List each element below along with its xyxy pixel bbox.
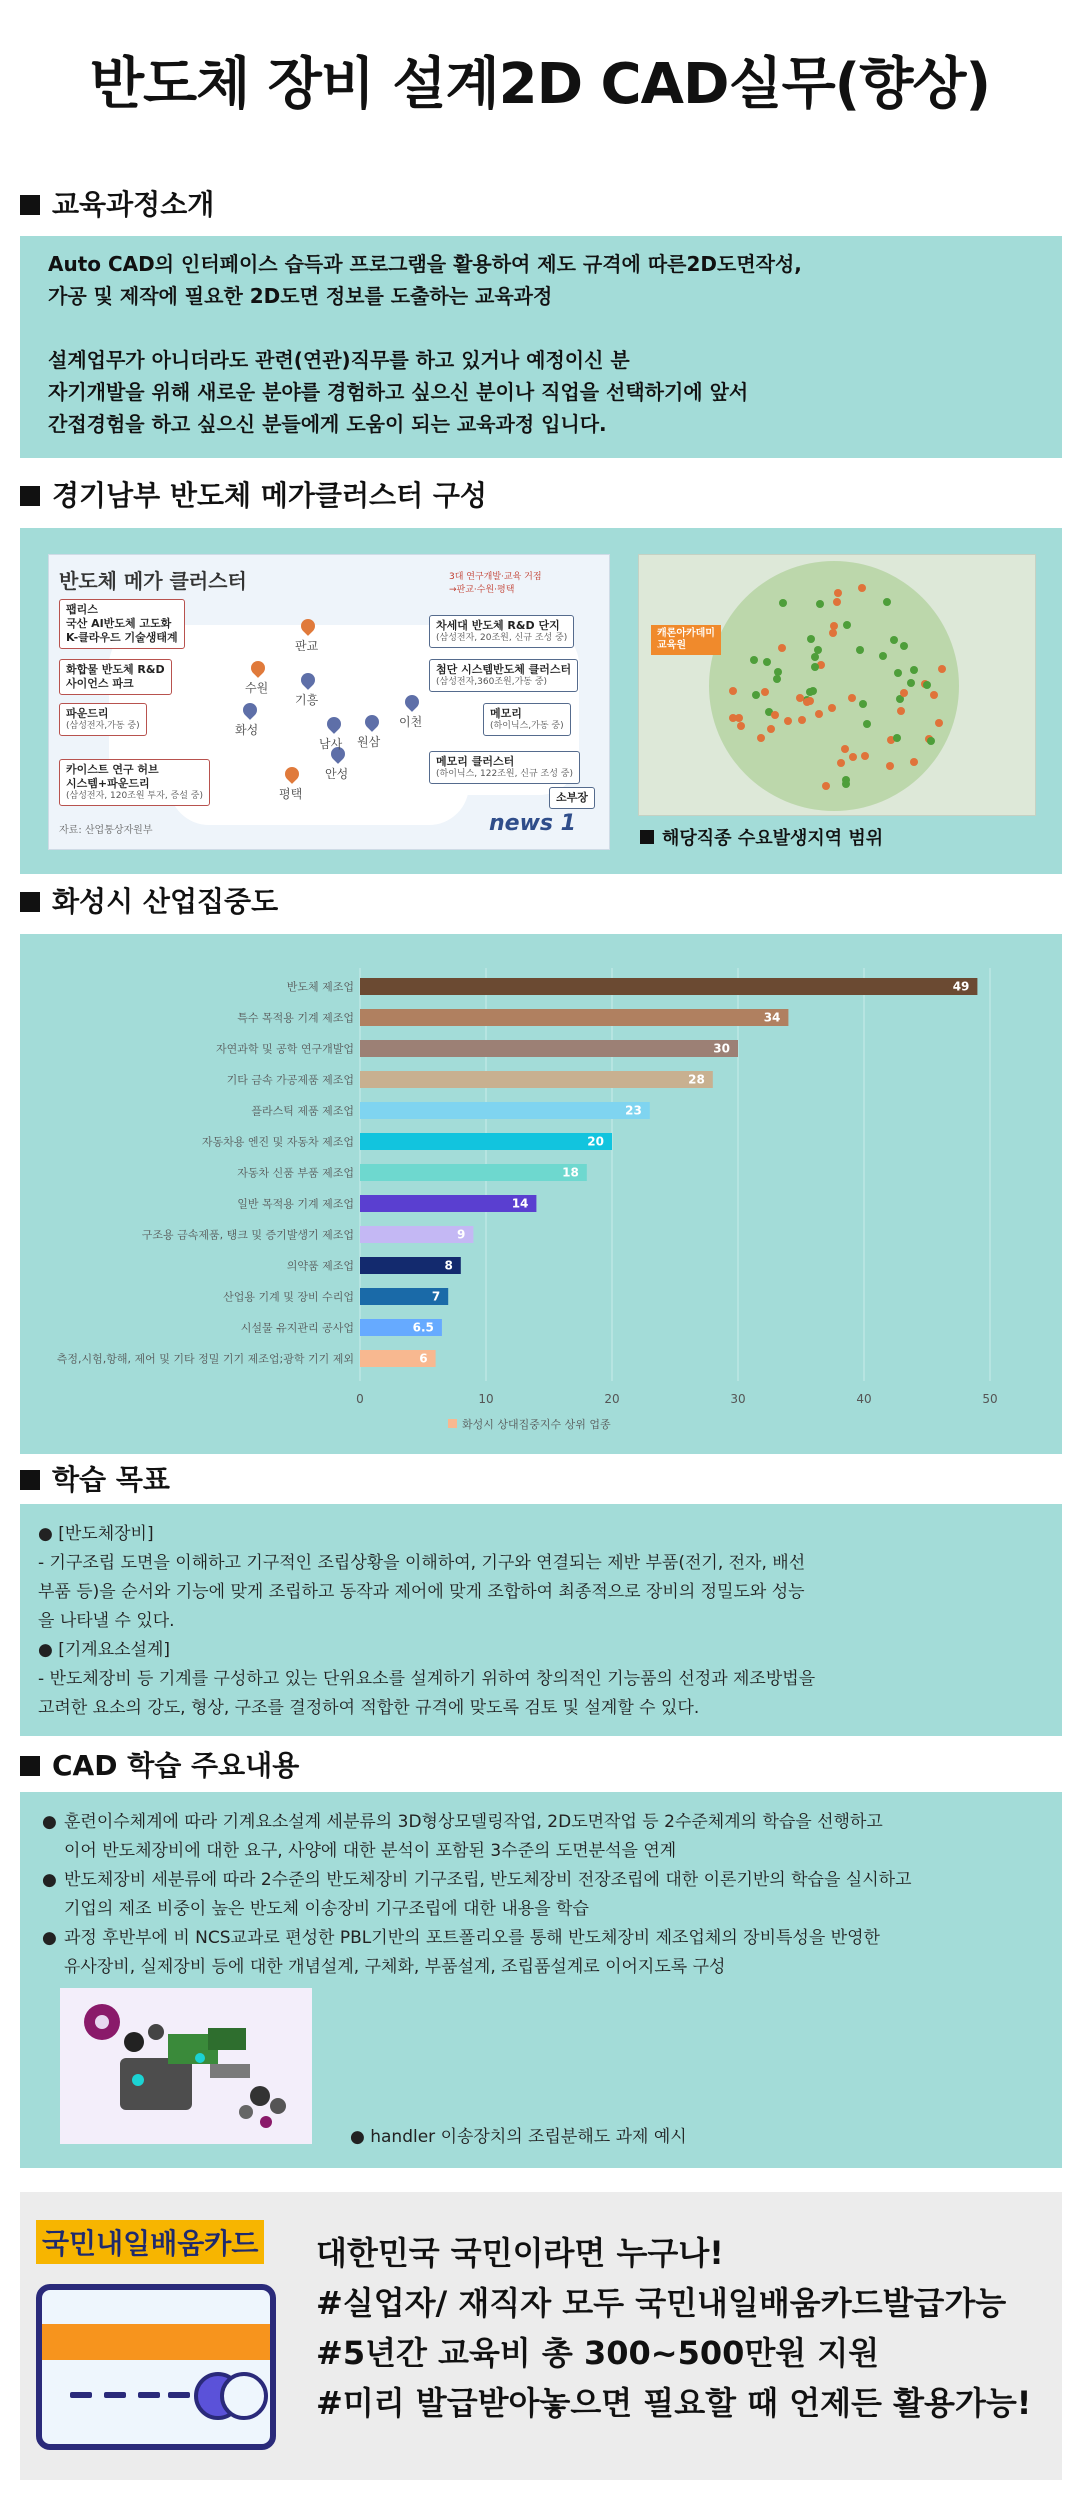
- bar: [360, 1102, 650, 1119]
- city-label: 남사: [319, 737, 343, 751]
- section-heading-industry: [20, 880, 278, 920]
- square-bullet-icon: [20, 1470, 40, 1490]
- cad-list-item: ● 과정 후반부에 비 NCS교과로 편성한 PBL기반의 포트폴리오를 통해 반도체장비 제조업체의 장비특성을 반영한 유사장비, 실제장비 등에 대한 개념설계, 구체화, 부품설계, 조립품설계로 이어지도록 구성: [42, 1924, 912, 1982]
- category-label: 의약품 제조업: [286, 1259, 354, 1273]
- demand-dot: [816, 600, 824, 608]
- demand-dot: [900, 689, 908, 697]
- bar: [360, 1071, 713, 1088]
- cluster-label-fabless-title: 팹리스 국산 AI반도체 고도화 K-클라우드 기술생태계: [66, 603, 178, 644]
- cluster-label-compound: [59, 659, 172, 695]
- category-label: 측정,시험,항해, 제어 및 기타 정밀 기기 제조업;광학 기기 제외: [56, 1352, 354, 1366]
- cluster-label-foundry: [59, 703, 147, 736]
- section-heading-goals: [20, 1458, 170, 1498]
- square-bullet-icon: [20, 195, 40, 215]
- demand-dot: [923, 681, 931, 689]
- card-label: 국민내일배움카드: [36, 2220, 264, 2264]
- category-label: 자연과학 및 공학 연구개발업: [215, 1042, 354, 1056]
- category-label: 특수 목적용 기계 제조업: [237, 1011, 354, 1025]
- category-label: 자동차용 엔진 및 자동차 제조업: [201, 1135, 354, 1149]
- bar: [360, 1040, 738, 1057]
- demand-dot: [815, 710, 823, 718]
- demand-dot: [879, 652, 887, 660]
- section-heading-goals-label: 학습 목표: [52, 1463, 170, 1496]
- section-heading-cluster-label: 경기남부 반도체 메가클러스터 구성: [52, 479, 487, 512]
- bar-value-label: 6: [419, 1351, 428, 1366]
- bar-value-label: 14: [511, 1196, 529, 1211]
- category-label: 기타 금속 가공제품 제조업: [226, 1073, 354, 1087]
- handler-caption: ● handler 이송장치의 조립분해도 과제 예시: [350, 2127, 687, 2147]
- bar-value-label: 34: [763, 1010, 781, 1025]
- cluster-label-memory-cluster-title: 메모리 클러스터: [436, 755, 515, 768]
- city-label: 수원: [245, 681, 269, 695]
- bar-value-label: 8: [444, 1258, 453, 1273]
- demand-map-caption: [640, 824, 883, 850]
- city-label: 화성: [235, 723, 259, 737]
- x-tick-label: 0: [356, 1392, 364, 1406]
- intro-panel: [20, 236, 1062, 458]
- demand-dot: [900, 642, 908, 650]
- bar-value-label: 28: [688, 1072, 705, 1087]
- cluster-label-system-title: 첨단 시스템반도체 클러스터: [436, 663, 572, 676]
- cluster-label-compound-title: 화합물 반도체 R&D 사이언스 파크: [66, 663, 165, 690]
- bar: [360, 1195, 536, 1212]
- demand-dot: [806, 697, 814, 705]
- bar: [360, 1009, 788, 1026]
- bar-value-label: 30: [713, 1041, 730, 1056]
- demand-dot: [938, 665, 946, 673]
- demand-map-caption-text: 해당직종 수요발생지역 범위: [662, 828, 884, 849]
- x-tick-label: 20: [604, 1392, 620, 1406]
- demand-dot: [833, 598, 841, 606]
- cluster-label-rnd-sub: (삼성전자, 20조원, 신규 조성 중): [436, 633, 568, 643]
- bar-value-label: 23: [625, 1103, 642, 1118]
- square-bullet-icon: [20, 486, 40, 506]
- demand-map-tag: 캐론아카데미 교육원: [651, 625, 721, 655]
- demand-dot: [729, 687, 737, 695]
- intro-text: Auto CAD의 인터페이스 습득과 프로그램을 활용하여 제도 규격에 따른2D도면작성, 가공 및 제작에 필요한 2D도면 정보를 도출하는 교육과정 설계업무가 아니더라도 관련(연관)직무를 하고 있거나 예정이신 분 자기개발을 위해 새로운 분야를 경험하고 싶으신 분이나 직업을 선택하기에 앞서 간접경험을 하고 싶으신 분들에게 도움이 되는 교육과정 입니다.: [48, 252, 802, 436]
- square-bullet-icon: [20, 1756, 40, 1776]
- cluster-map-title: 반도체 메가 클러스터: [59, 569, 247, 593]
- bar-value-label: 20: [587, 1134, 604, 1149]
- bar-value-label: 9: [457, 1227, 466, 1242]
- demand-dot: [822, 782, 830, 790]
- cluster-label-kaist-sub: (삼성전자, 120조원 투자, 증설 중): [66, 791, 204, 801]
- demand-dot: [807, 635, 815, 643]
- legend-label: 화성시 상대집중지수 상위 업종: [462, 1418, 611, 1431]
- section-heading-intro: [20, 183, 214, 223]
- square-bullet-icon: [640, 830, 654, 844]
- cluster-map: [48, 554, 610, 850]
- goals-panel: [20, 1504, 1062, 1736]
- x-tick-label: 40: [856, 1392, 872, 1406]
- cluster-label-memory: [483, 703, 571, 736]
- section-heading-industry-label: 화성시 산업집중도: [52, 885, 279, 918]
- bar-value-label: 7: [431, 1289, 441, 1304]
- credit-card-icon: [36, 2284, 276, 2450]
- cluster-label-memory-cluster: [429, 751, 580, 784]
- section-heading-intro-label: 교육과정소개: [52, 188, 215, 221]
- section-heading-cad: [20, 1744, 299, 1784]
- demand-map: [638, 554, 1036, 816]
- city-label: 원삼: [357, 735, 381, 749]
- cluster-map-legend: 3대 연구개발·교육 거점 →판교·수원·평택: [449, 572, 542, 595]
- bar-value-label: 6.5: [412, 1320, 434, 1335]
- cluster-label-memory-sub: (하이닉스,가동 중): [490, 721, 564, 731]
- cad-panel: [20, 1792, 1062, 2168]
- cluster-label-rnd: [429, 615, 574, 648]
- demand-dot: [811, 653, 819, 661]
- bar-value-label: 18: [562, 1165, 579, 1180]
- bar: [360, 1133, 612, 1150]
- chart-panel: [20, 934, 1062, 1454]
- card-promo: [20, 2192, 1062, 2480]
- cad-list-item: ● 훈련이수체계에 따라 기계요소설계 세분류의 3D형상모델링작업, 2D도면작업 등 2수준체계의 학습을 선행하고 이어 반도체장비에 대한 요구, 사양에 대한 분석이 포함된 3수준의 도면분석을 연계: [42, 1808, 912, 1866]
- section-heading-cad-label: CAD 학습 주요내용: [52, 1749, 300, 1782]
- map-source: 자료: 산업통상자원부: [59, 825, 153, 836]
- cluster-label-foundry-sub: (삼성전자,가동 중): [66, 721, 140, 731]
- cluster-panel: [20, 528, 1062, 874]
- category-label: 플라스틱 제품 제조업: [251, 1104, 354, 1118]
- bar: [360, 978, 977, 995]
- cluster-label-rnd-title: 차세대 반도체 R&D 단지: [436, 619, 560, 632]
- section-heading-cluster: [20, 474, 487, 514]
- news-logo: news 1: [489, 811, 576, 836]
- demand-dot: [893, 734, 901, 742]
- demand-dot: [814, 646, 822, 654]
- city-label: 판교: [295, 639, 319, 653]
- cluster-label-kaist: [59, 759, 210, 806]
- city-label: 안성: [325, 767, 349, 781]
- cluster-label-kaist-title: 카이스트 연구 허브 시스템+파운드리: [66, 763, 159, 790]
- page-title: 반도체 장비 설계2D CAD실무(향상): [89, 52, 991, 117]
- demand-dot: [752, 691, 760, 699]
- demand-dot: [848, 694, 856, 702]
- cluster-label-memory-cluster-sub: (하이닉스, 122조원, 신규 조성 중): [436, 769, 574, 779]
- demand-dot: [861, 752, 869, 760]
- demand-dot: [930, 691, 938, 699]
- demand-dot: [894, 669, 902, 677]
- demand-dot: [796, 694, 804, 702]
- demand-dot: [863, 720, 871, 728]
- category-label: 구조용 금속제품, 탱크 및 증기발생기 제조업: [141, 1228, 354, 1242]
- category-label: 반도체 제조업: [286, 980, 354, 994]
- cad-list-item: ● 반도체장비 세분류에 따라 2수준의 반도체장비 기구조립, 반도체장비 전장조립에 대한 이론기반의 학습을 실시하고 기업의 제조 비중이 높은 반도체 이송장비 기구조립에 대한 내용을 학습: [42, 1866, 912, 1924]
- demand-dot: [757, 734, 765, 742]
- x-tick-label: 30: [730, 1392, 746, 1406]
- legend-swatch: [448, 1419, 457, 1428]
- bar-value-label: 49: [952, 979, 970, 994]
- demand-dot: [910, 758, 918, 766]
- goals-text: ● [반도체장비] - 기구조립 도면을 이해하고 기구적인 조립상황을 이해하여, 기구와 연결되는 제반 부품(전기, 전자, 배선 부품 등)을 순서와 기능에 맞게 조립하고 동작과 제어에 맞게 조합하여 최종적으로 장비의 정밀도와 성능 을 나타낼 수 있다. ● [기계요소설계] - 반도체장비 등 기계를 구성하고 있는 단위요소를 설계하기 위하여 창의적인 기능품의 선정과 제조방법을 고려한 요소의 강도, 형상, 구조를 결정하여 적합한 규격에 맞도록 검토 및 설계할 수 있다.: [38, 1524, 816, 1718]
- city-label: 이천: [399, 715, 423, 729]
- demand-dot: [828, 704, 836, 712]
- demand-dot: [737, 722, 745, 730]
- category-label: 산업용 기계 및 장비 수리업: [223, 1290, 354, 1304]
- city-label: 기흥: [295, 693, 319, 707]
- x-tick-label: 10: [478, 1392, 494, 1406]
- demand-dot: [837, 759, 845, 767]
- square-bullet-icon: [20, 892, 40, 912]
- cluster-label-sobujang-title: 소부장: [556, 791, 588, 804]
- demand-dot: [927, 737, 935, 745]
- handler-assembly-image: [60, 1988, 312, 2144]
- cluster-label-system: [429, 659, 578, 692]
- demand-dot: [830, 622, 838, 630]
- cluster-label-fabless: [59, 599, 185, 649]
- category-label: 시설물 유지관리 공사업: [240, 1321, 354, 1335]
- card-promo-text: 대한민국 국민이라면 누구나! #실업자/ 재직자 모두 국민내일배움카드발급가능 #5년간 교육비 총 300~500만원 지원 #미리 발급받아놓으면 필요할 때 언제든 활용가능!: [316, 2234, 1032, 2422]
- cluster-label-memory-title: 메모리: [490, 707, 522, 720]
- category-label: 일반 목적용 기계 제조업: [237, 1197, 354, 1211]
- x-tick-label: 50: [982, 1392, 998, 1406]
- demand-dot: [763, 658, 771, 666]
- cad-list: [42, 1808, 912, 1982]
- bar: [360, 1164, 587, 1181]
- city-label: 평택: [279, 787, 303, 801]
- category-label: 자동차 신품 부품 제조업: [237, 1166, 354, 1180]
- cluster-label-system-sub: (삼성전자,360조원,가동 중): [436, 677, 548, 687]
- demand-dot: [883, 598, 891, 606]
- cluster-label-foundry-title: 파운드리: [66, 707, 109, 720]
- industry-bar-chart: [20, 934, 1062, 1454]
- cluster-label-sobujang: [549, 787, 595, 809]
